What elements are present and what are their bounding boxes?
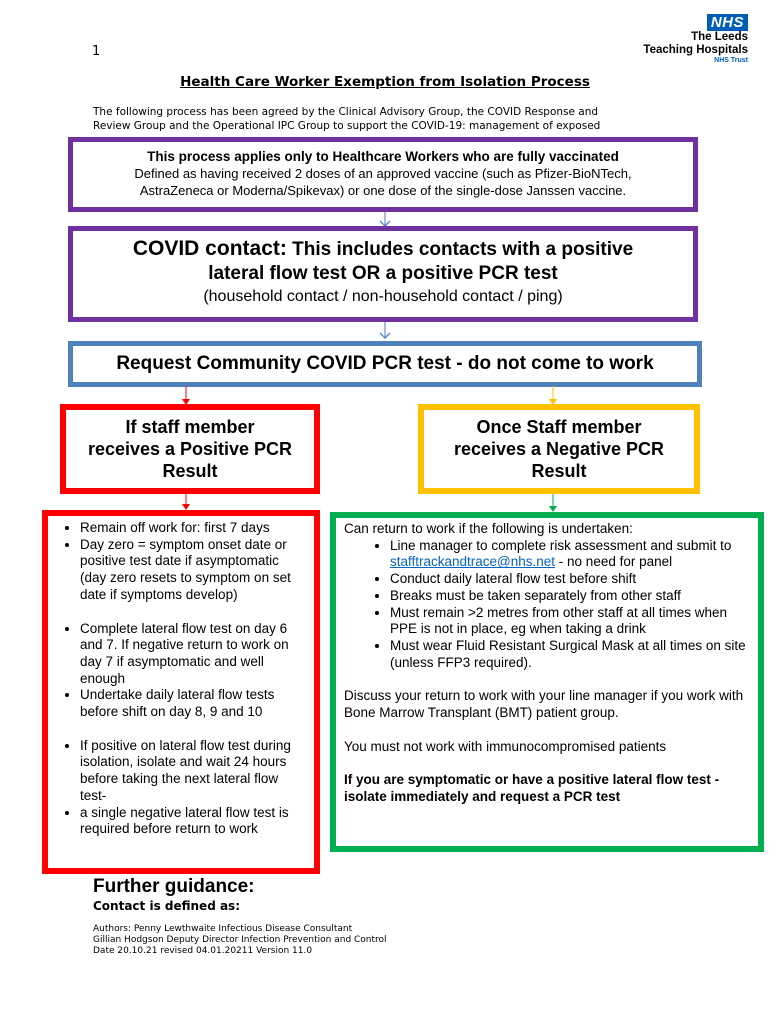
document-title: Health Care Worker Exemption from Isolation Process: [180, 74, 590, 90]
list-item: • Remain off work for: first 7 days: [80, 520, 308, 537]
authors-line-1: Authors: Penny Lewthwaite Infectious Disease Consultant: [93, 924, 353, 934]
covid-contact-line-3: (household contact / non-household contact / ping): [203, 288, 563, 305]
intro-text: [93, 105, 673, 133]
covid-contact-label: COVID contact:: [132, 237, 287, 260]
logo-line-2: Teaching Hospitals: [643, 44, 748, 56]
further-guidance-heading: Further guidance:: [93, 876, 255, 897]
nhs-badge: NHS: [707, 14, 748, 31]
list-item: • If positive on lateral flow test during isolation, isolate and wait 24 hours before taking the next lateral flow test-: [80, 738, 308, 805]
positive-line-2: receives a Positive PCR: [87, 439, 293, 459]
list-item: • a single negative lateral flow test is required before return to work: [80, 805, 308, 838]
arrow-down-icon: [546, 494, 560, 514]
list-item: • Day zero = symptom onset date or positive test date if asymptomatic (day zero resets to symptom on set date if symptoms develop): [80, 537, 308, 604]
vaccinated-line-2: Defined as having received 2 doses of an approved vaccine (such as Pfizer-BioNTech,: [134, 166, 632, 181]
arrow-down-icon: [377, 322, 393, 340]
positive-line-3: Result: [162, 461, 218, 481]
authors-line-2: Gillian Hodgson Deputy Director Infection Prevention and Control: [93, 935, 387, 945]
bmt-paragraph: Discuss your return to work with your line manager if you work with Bone Marrow Transplant (BMT) patient group.: [344, 688, 744, 721]
arrow-down-icon: [179, 386, 193, 406]
list-item: • Undertake daily lateral flow tests before shift on day 8, 9 and 10: [80, 687, 308, 720]
list-item: • Breaks must be taken separately from other staff: [390, 588, 750, 605]
negative-line-2: receives a Negative PCR: [453, 439, 665, 459]
negative-line-3: Result: [531, 461, 587, 481]
nhs-logo: [643, 12, 748, 65]
intro-line-1: The following process has been agreed by the Clinical Advisory Group, the COVID Response and: [93, 106, 599, 118]
vaccinated-heading: This process applies only to Healthcare Workers who are fully vaccinated: [147, 149, 619, 164]
positive-line-1: If staff member: [125, 417, 255, 437]
negative-instructions-box: [330, 512, 764, 852]
list-item: • Complete lateral flow test on day 6 and 7. If negative return to work on day 7 if asymptomatic and well enough: [80, 621, 308, 688]
negative-pcr-box: [418, 404, 700, 494]
list-item: • Line manager to complete risk assessment and submit to stafftrackandtrace@nhs.net - no need for panel: [390, 538, 750, 571]
list-item: • Conduct daily lateral flow test before shift: [390, 571, 750, 588]
covid-contact-box: [68, 226, 698, 322]
arrow-down-icon: [546, 386, 560, 406]
list-item: • Must wear Fluid Resistant Surgical Mask at all times on site (unless FFP3 required).: [390, 638, 750, 671]
negative-instructions-list: [344, 538, 750, 672]
logo-line-3: NHS Trust: [714, 57, 748, 64]
immunocompromised-paragraph: You must not work with immunocompromised patients: [344, 738, 667, 754]
symptomatic-paragraph: If you are symptomatic or have a positive lateral flow test - isolate immediately and request a PCR test: [344, 772, 720, 805]
positive-pcr-box: [60, 404, 320, 494]
vaccinated-box: [68, 137, 698, 212]
stafftrackandtrace-email-link[interactable]: stafftrackandtrace@nhs.net: [390, 554, 556, 570]
negative-line-1: Once Staff member: [476, 417, 642, 437]
positive-instructions-list: [58, 520, 308, 838]
vaccinated-line-3: AstraZeneca or Moderna/Spikevax) or one dose of the single-dose Janssen vaccine.: [139, 183, 627, 198]
covid-contact-line-2: lateral flow test OR a positive PCR test: [208, 263, 558, 284]
logo-line-1: The Leeds: [691, 31, 748, 43]
contact-defined-heading: Contact is defined as:: [93, 899, 240, 913]
negative-intro: Can return to work if the following is undertaken:: [344, 521, 633, 536]
request-pcr-box: Request Community COVID PCR test - do not come to work: [68, 341, 702, 387]
authors-block: [93, 924, 387, 957]
page-number: 1: [92, 44, 101, 59]
covid-contact-line-1: This includes contacts with a positive: [286, 239, 634, 260]
positive-instructions-box: [42, 510, 320, 874]
intro-line-2: Review Group and the Operational IPC Group to support the COVID-19: management of exposed: [93, 120, 601, 132]
authors-line-3: Date 20.10.21 revised 04.01.20211 Version 11.0: [93, 946, 313, 956]
list-item: • Must remain >2 metres from other staff at all times when PPE is not in place, eg when taking a drink: [390, 605, 750, 638]
